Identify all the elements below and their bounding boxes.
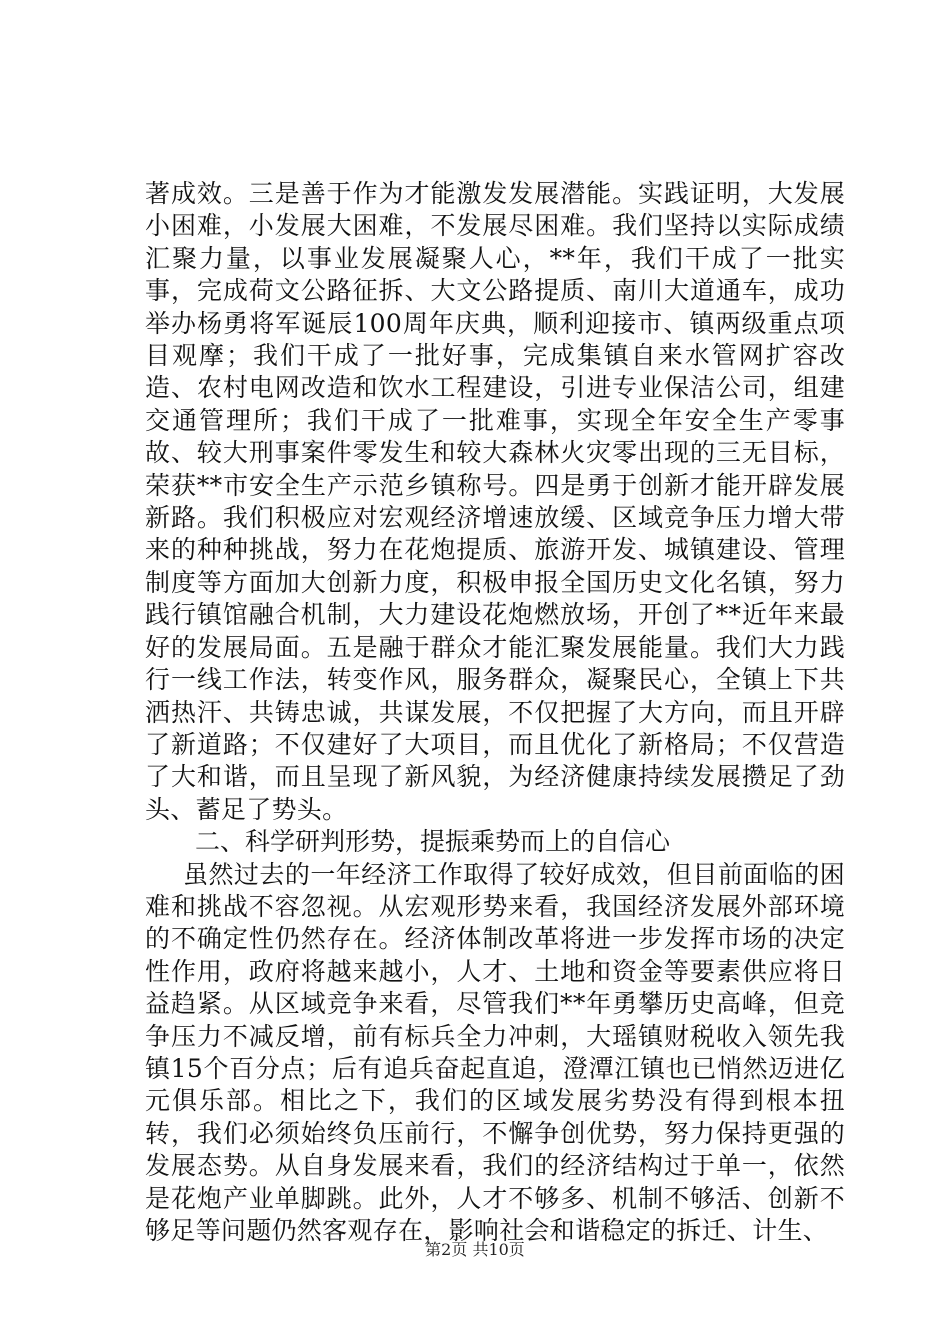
body-paragraph-1: 著成效。三是善于作为才能激发发展潜能。实践证明，大发展小困难，小发展大困难，不发展尽困难。我们坚持以实际成绩汇聚力量，以事业发展凝聚人心，**年，我们干成了一批实事，完成荷文公路征拆、大文公路提质、南川大道通车，成功举办杨勇将军诞辰100周年庆典，顺利迎接市、镇两级重点项目观摩；我们干成了一批好事，完成集镇自来水管网扩容改造、农村电网改造和饮水工程建设，引进专业保洁公司，组建交通管理所；我们干成了一批难事，实现全年安全生产零事故、较大刑事案件零发生和较大森林火灾零出现的三无目标，荣获**市安全生产示范乡镇称号。四是勇于创新才能开辟发展新路。我们积极应对宏观经济增速放缓、区域竞争压力增大带来的种种挑战，努力在花炮提质、旅游开发、城镇建设、管理制度等方面加大创新力度，积极申报全国历史文化名镇，努力践行镇馆融合机制，大力建设花炮燃放场，开创了**近年来最好的发展局面。五是融于群众才能汇聚发展能量。我们大力践行一线工作法，转变作风，服务群众，凝聚民心，全镇上下共洒热汗、共铸忠诚，共谋发展，不仅把握了大方向，而且开辟了新道路；不仅建好了大项目，而且优化了新格局；不仅营造了大和谐，而且呈现了新风貌，为经济健康持续发展攒足了劲头、蓄足了势头。 (145, 179, 845, 824)
body-paragraph-2: 虽然过去的一年经济工作取得了较好成效，但目前面临的困难和挑战不容忽视。从宏观形势来看，我国经济发展外部环境的不确定性仍然存在。经济体制改革将进一步发挥市场的决定性作用，政府将越来越小，人才、土地和资金等要素供应将日益趋紧。从区域竞争来看，尽管我们**年勇攀历史高峰，但竞争压力不减反增，前有标兵全力冲刺，大瑶镇财税收入领先我镇15个百分点；后有追兵奋起直追，澄潭江镇也已悄然迈进亿元俱乐部。相比之下，我们的区域发展劣势没有得到根本扭转，我们必须始终负压前行，不懈争创优势，努力保持更强的发展态势。从自身发展来看，我们的经济结构过于单一，依然是花炮产业单脚跳。此外，人才不够多、机制不够活、创新不够足等问题仍然客观存在，影响社会和谐稳定的拆迁、计生、 (145, 859, 845, 1245)
section-heading-2: 二、科学研判形势，提振乘势而上的自信心 (195, 827, 671, 857)
page-footer: 第2页 共10页 (425, 1240, 525, 1259)
document-body (145, 178, 845, 1247)
